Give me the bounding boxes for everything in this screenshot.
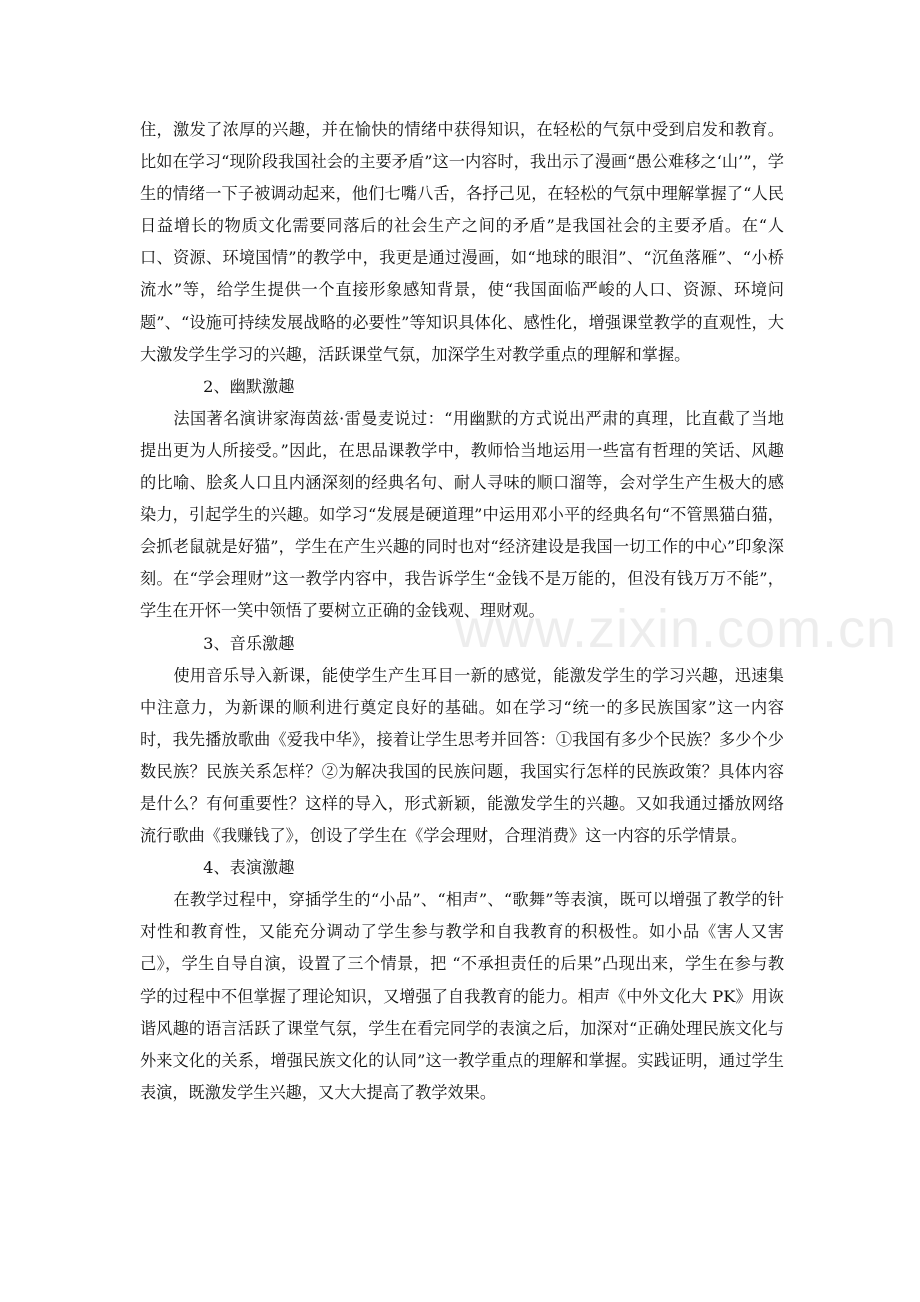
document-body	[140, 114, 784, 1109]
section-heading-music: 3、音乐激趣	[203, 633, 295, 653]
paragraph-music: 使用音乐导入新课，能使学生产生耳目一新的感觉，能激发学生的学习兴趣，迅速集中注意力，为新课的顺利进行奠定良好的基础。如在学习“统一的多民族国家”这一内容时，我先播放歌曲《爱我中华》，接着让学生思考并回答：①我国有多少个民族？多少个少数民族？民族关系怎样？②为解决我国的民族问题，我国实行怎样的民族政策？具体内容是什么？有何重要性？这样的导入，形式新颖，能激发学生的兴趣。又如我通过播放网络流行歌曲《我赚钱了》，创设了学生在《学会理财，合理消费》这一内容的乐学情景。	[140, 665, 784, 846]
paragraph-humor: 法国著名演讲家海茵兹·雷曼麦说过：“用幽默的方式说出严肃的真理，比直截了当地提出更为人所接受。”因此，在思品课教学中，教师恰当地运用一些富有哲理的笑话、风趣的比喻、脍炙人口且内涵深刻的经典名句、耐人寻味的顺口溜等，会对学生产生极大的感染力，引起学生的兴趣。如学习“发展是硬道理”中运用邓小平的经典名句“不管黑猫白猫，会抓老鼠就是好猫”，学生在产生兴趣的同时也对“经济建设是我国一切工作的中心”印象深刻。在“学会理财”这一教学内容中，我告诉学生“金钱不是万能的，但没有钱万万不能”，学生在开怀一笑中领悟了要树立正确的金钱观、理财观。	[140, 408, 784, 621]
section-heading-performance: 4、表演激趣	[203, 858, 295, 878]
watermark: www.zixin.com.cn	[455, 599, 898, 659]
paragraph-performance: 在教学过程中，穿插学生的“小品”、“相声”、“歌舞”等表演，既可以增强了教学的针对性和教育性，又能充分调动了学生参与教学和自我教育的积极性。如小品《害人又害己》，学生自导自演，设置了三个情景，把 “不承担责任的后果”凸现出来，学生在参与教学的过程中不但掌握了理论知识，又增强了自我教育的能力。相声《中外文化大 PK》用诙谐风趣的语言活跃了课堂气氛，学生在看完同学的表演之后，加深对“正确处理民族文化与外来文化的关系，增强民族文化的认同”这一教学重点的理解和掌握。实践证明，通过学生表演，既激发学生兴趣，又大大提高了教学效果。	[140, 890, 784, 1102]
paragraph-continuation: 住，激发了浓厚的兴趣，并在愉快的情绪中获得知识，在轻松的气氛中受到启发和教育。比如在学习“现阶段我国社会的主要矛盾”这一内容时，我出示了漫画“愚公难移之‘山’”，学生的情绪一下子被调动起来，他们七嘴八舌，各抒己见，在轻松的气氛中理解掌握了“人民日益增长的物质文化需要同落后的社会生产之间的矛盾”是我国社会的主要矛盾。在“人口、资源、环境国情”的教学中，我更是通过漫画，如“地球的眼泪”、“沉鱼落雁”、“小桥流水”等，给学生提供一个直接形象感知背景，使“我国面临严峻的人口、资源、环境问题”、“设施可持续发展战略的必要性”等知识具体化、感性化，增强课堂教学的直观性，大大激发学生学习的兴趣，活跃课堂气氛，加深学生对教学重点的理解和掌握。	[140, 120, 784, 364]
section-heading-humor: 2、幽默激趣	[203, 376, 295, 396]
